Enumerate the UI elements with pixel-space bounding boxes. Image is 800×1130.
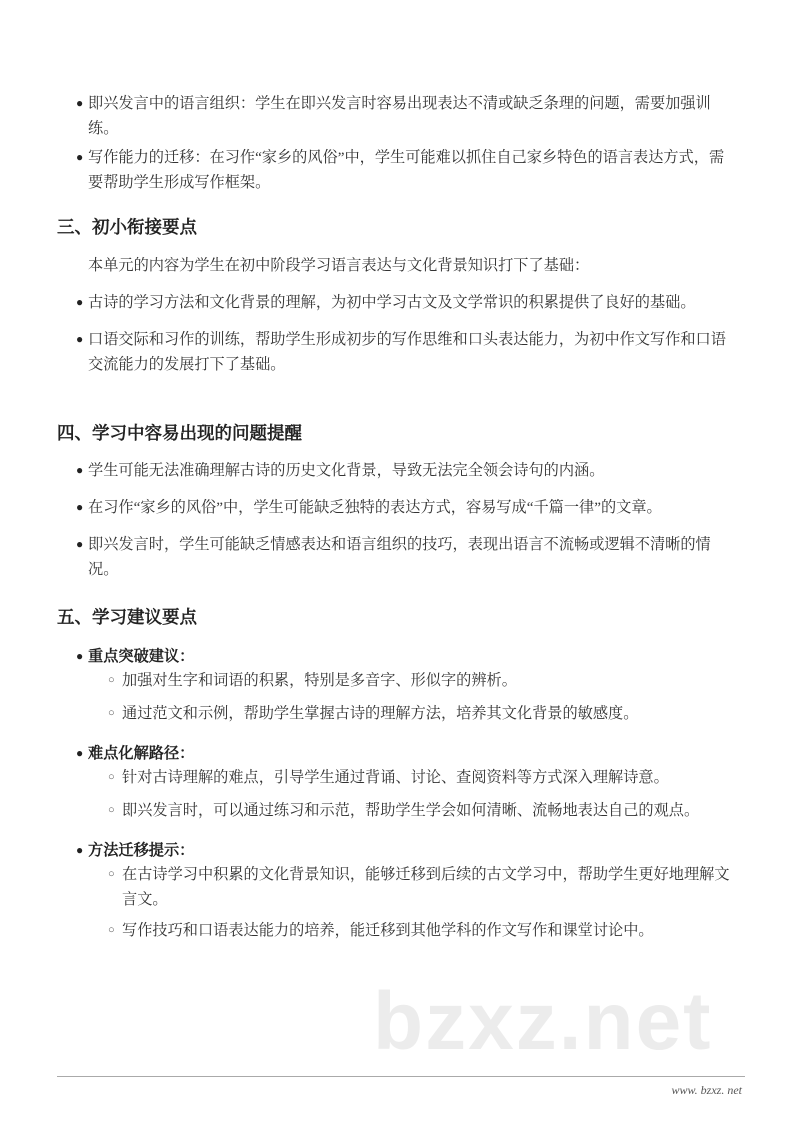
group-label (76, 644, 738, 669)
sub-list-item (108, 862, 738, 912)
sub-item-text: 加强对生字和词语的积累，特别是多音字、形似字的辨析。 (122, 672, 517, 689)
footer-divider (57, 1076, 745, 1077)
group-label (76, 838, 738, 863)
sub-list-item (108, 798, 738, 823)
sub-item-text: 在古诗学习中积累的文化背景知识，能够迁移到后续的古文学习中，帮助学生更好地理解文言文。 (122, 866, 730, 908)
list-item (76, 458, 738, 483)
section-heading: 五、学习建议要点 (57, 607, 197, 627)
circle-bullet-icon: ○ (108, 771, 115, 783)
bullet-icon: ● (76, 463, 84, 477)
circle-bullet-icon: ○ (108, 868, 115, 880)
sub-list-item (108, 668, 738, 693)
section-heading: 四、学习中容易出现的问题提醒 (57, 423, 302, 443)
sub-list-item (108, 701, 738, 726)
group-label-text: 重点突破建议： (88, 648, 195, 665)
sub-list-item (108, 918, 738, 943)
list-item-text: 学生可能无法准确理解古诗的历史文化背景，导致无法完全领会诗句的内涵。 (88, 462, 605, 479)
bullet-icon: ● (76, 96, 84, 110)
bullet-icon: ● (76, 295, 84, 309)
list-item (76, 91, 738, 141)
list-item-text: 古诗的学习方法和文化背景的理解，为初中学习古文及文学常识的积累提供了良好的基础。 (88, 294, 696, 311)
circle-bullet-icon: ○ (108, 804, 115, 816)
circle-bullet-icon: ○ (108, 924, 115, 936)
bullet-icon: ● (76, 150, 84, 164)
list-item (76, 495, 738, 520)
list-item-text: 在习作“家乡的风俗”中，学生可能缺乏独特的表达方式，容易写成“千篇一律”的文章。 (88, 499, 662, 516)
sub-item-text: 写作技巧和口语表达能力的培养，能迁移到其他学科的作文写作和课堂讨论中。 (122, 922, 654, 939)
list-item-text: 即兴发言中的语言组织：学生在即兴发言时容易出现表达不清或缺乏条理的问题，需要加强训练。 (88, 95, 711, 137)
footer-url: www. bzxz. net (671, 1083, 742, 1097)
bullet-icon: ● (76, 537, 84, 551)
list-item (76, 327, 738, 377)
bullet-icon: ● (76, 649, 84, 663)
sub-item-text: 通过范文和示例，帮助学生掌握古诗的理解方法，培养其文化背景的敏感度。 (122, 705, 639, 722)
section-intro: 本单元的内容为学生在初中阶段学习语言表达与文化背景知识打下了基础： (88, 257, 590, 274)
section-heading: 三、初小衔接要点 (57, 217, 197, 237)
bullet-icon: ● (76, 332, 84, 346)
bullet-icon: ● (76, 746, 84, 760)
list-item-text: 即兴发言时，学生可能缺乏情感表达和语言组织的技巧，表现出语言不流畅或逻辑不清晰的情况。 (88, 536, 711, 578)
sub-list-item (108, 765, 738, 790)
list-item (76, 290, 738, 315)
sub-item-text: 即兴发言时，可以通过练习和示范，帮助学生学会如何清晰、流畅地表达自己的观点。 (122, 802, 700, 819)
sub-item-text: 针对古诗理解的难点，引导学生通过背诵、讨论、查阅资料等方式深入理解诗意。 (122, 769, 669, 786)
list-item (76, 145, 738, 195)
group-label-text: 方法迁移提示： (88, 842, 195, 859)
group-label (76, 741, 738, 766)
group-label-text: 难点化解路径： (88, 745, 195, 762)
list-item (76, 532, 738, 582)
list-item-text: 口语交际和习作的训练，帮助学生形成初步的写作思维和口头表达能力，为初中作文写作和口语交流能力的发展打下了基础。 (88, 331, 726, 373)
watermark: bzxz.net (373, 976, 713, 1067)
circle-bullet-icon: ○ (108, 674, 115, 686)
bullet-icon: ● (76, 500, 84, 514)
list-item-text: 写作能力的迁移：在习作“家乡的风俗”中，学生可能难以抓住自己家乡特色的语言表达方式，需要帮助学生形成写作框架。 (88, 149, 725, 191)
bullet-icon: ● (76, 843, 84, 857)
circle-bullet-icon: ○ (108, 707, 115, 719)
